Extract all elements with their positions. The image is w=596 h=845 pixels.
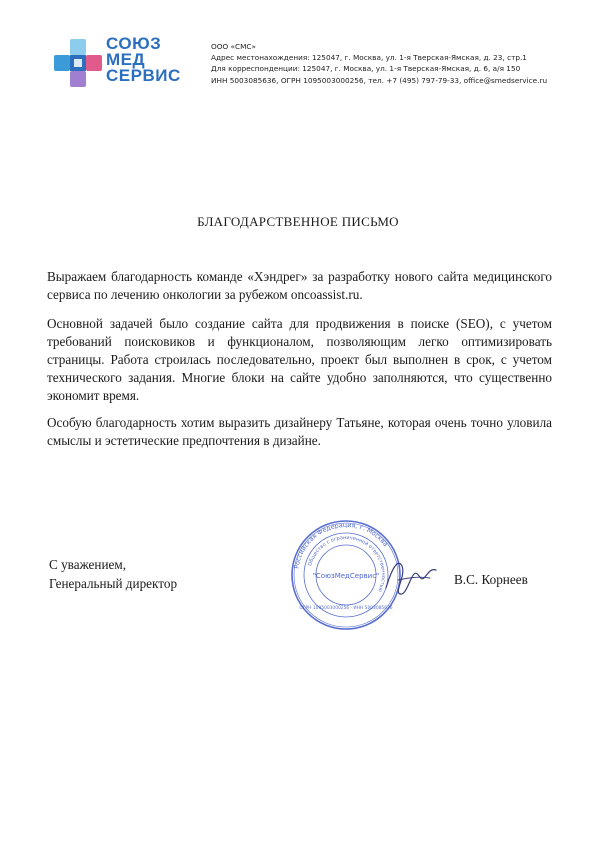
paragraph-2: Основной задачей было создание сайта для продвижения в поиске (SEO), с учетом требований поисковиков и функционалом, позволяющим легко оптимизировать страницы. Работа строилась последовательно, проект был выполнен в срок, с учетом технического задания. Многие блоки на сайте удобно заполняются, что существенно экономит время.: [47, 316, 552, 403]
stamp-inner-text: Общество с ограниченной ответственностью: [307, 534, 387, 593]
logo-wordmark: [106, 36, 181, 84]
company-address: Адрес местонахождения: 125047, г. Москва, ул. 1-я Тверская-Ямская, д. 23, стр.1: [211, 53, 527, 63]
company-details: [211, 41, 571, 86]
stamp-outer-text: Российская Федерация, г. Москва: [292, 520, 390, 570]
stamp-bottom-text: ОГРН 1095003000256 · ИНН 5003085636: [299, 606, 393, 611]
paragraph-1: Выражаем благодарность команде «Хэндрег» за разработку нового сайта медицинского сервиса по лечению онкологии за рубежом oncoassist.ru.: [47, 269, 552, 302]
signer-name: В.С. Корнеев: [454, 572, 528, 587]
closing-block: [49, 555, 177, 593]
company-postal-address: Для корреспонденции: 125047, г. Москва, ул. 1-я Тверская-Ямская, д. 6, а/я 150: [211, 64, 521, 74]
closing-greeting: С уважением,: [49, 557, 126, 572]
company-registration: ИНН 5003085636, ОГРН 1095003000256, тел. +7 (495) 797-79-33, office@smedservice.ru: [211, 75, 548, 85]
signer-position: Генеральный директор: [49, 576, 178, 591]
handwritten-signature: [380, 548, 440, 604]
paragraph-3: Особую благодарность хотим выразить дизайнеру Татьяне, которая очень точно уловила смыслы и эстетические предпочтения в дизайне.: [47, 415, 552, 448]
logo-line-2: МЕД: [106, 50, 146, 69]
company-name: ООО «СМС»: [211, 42, 256, 51]
logo-line-3: СЕРВИС: [106, 66, 181, 85]
logo-line-1: СОЮЗ: [106, 34, 162, 53]
cross-logo-icon: [54, 39, 102, 87]
stamp-center-text: "СоюзМедСервис": [312, 572, 380, 580]
letter-title: БЛАГОДАРСТВЕННОЕ ПИСЬМО: [197, 214, 399, 229]
